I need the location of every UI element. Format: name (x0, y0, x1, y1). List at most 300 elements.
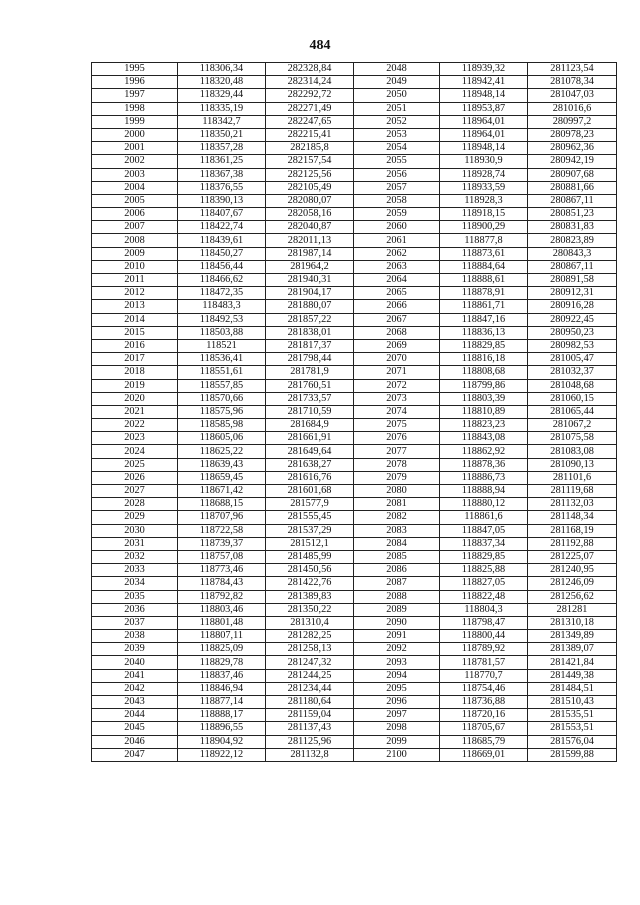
table-row (92, 577, 617, 590)
table-row (92, 128, 617, 141)
table-row (92, 445, 617, 458)
x-coordinate-right-cell: 118827,05 (440, 577, 528, 590)
point-number-right-cell: 2073 (354, 392, 440, 405)
point-number-right-cell: 2069 (354, 339, 440, 352)
y-coordinate-right-cell: 281090,13 (528, 458, 617, 471)
x-coordinate-left-cell: 118784,43 (178, 577, 266, 590)
point-number-right-cell: 2068 (354, 326, 440, 339)
point-number-left-cell: 2044 (92, 709, 178, 722)
y-coordinate-left-cell: 281798,44 (266, 353, 354, 366)
point-number-left-cell: 2031 (92, 537, 178, 550)
table-row (92, 722, 617, 735)
point-number-left-cell: 2003 (92, 168, 178, 181)
y-coordinate-left-cell: 281987,14 (266, 247, 354, 260)
x-coordinate-right-cell: 118948,14 (440, 142, 528, 155)
table-row (92, 234, 617, 247)
x-coordinate-right-cell: 118861,6 (440, 511, 528, 524)
table-row (92, 392, 617, 405)
table-row (92, 300, 617, 313)
x-coordinate-right-cell: 118810,89 (440, 405, 528, 418)
y-coordinate-right-cell: 281310,18 (528, 616, 617, 629)
point-number-left-cell: 2000 (92, 128, 178, 141)
x-coordinate-right-cell: 118789,92 (440, 643, 528, 656)
point-number-left-cell: 2010 (92, 260, 178, 273)
x-coordinate-right-cell: 118930,9 (440, 155, 528, 168)
y-coordinate-right-cell: 280916,28 (528, 300, 617, 313)
x-coordinate-right-cell: 118847,05 (440, 524, 528, 537)
table-row (92, 748, 617, 761)
table-row (92, 194, 617, 207)
table-row (92, 630, 617, 643)
x-coordinate-right-cell: 118880,12 (440, 498, 528, 511)
x-coordinate-left-cell: 118825,09 (178, 643, 266, 656)
y-coordinate-left-cell: 281940,31 (266, 274, 354, 287)
point-number-right-cell: 2079 (354, 471, 440, 484)
point-number-left-cell: 2037 (92, 616, 178, 629)
y-coordinate-right-cell: 280851,23 (528, 208, 617, 221)
x-coordinate-left-cell: 118922,12 (178, 748, 266, 761)
x-coordinate-left-cell: 118306,34 (178, 63, 266, 76)
point-number-right-cell: 2095 (354, 682, 440, 695)
point-number-left-cell: 2016 (92, 339, 178, 352)
point-number-left-cell: 2017 (92, 353, 178, 366)
table-row (92, 564, 617, 577)
y-coordinate-right-cell: 280962,36 (528, 142, 617, 155)
y-coordinate-left-cell: 281661,91 (266, 432, 354, 445)
table-row (92, 353, 617, 366)
y-coordinate-right-cell: 281246,09 (528, 577, 617, 590)
x-coordinate-left-cell: 118803,46 (178, 603, 266, 616)
x-coordinate-right-cell: 118877,8 (440, 234, 528, 247)
point-number-left-cell: 2035 (92, 590, 178, 603)
y-coordinate-right-cell: 280823,89 (528, 234, 617, 247)
x-coordinate-left-cell: 118483,3 (178, 300, 266, 313)
y-coordinate-right-cell: 281065,44 (528, 405, 617, 418)
point-number-right-cell: 2076 (354, 432, 440, 445)
y-coordinate-left-cell: 281234,44 (266, 682, 354, 695)
y-coordinate-left-cell: 281485,99 (266, 550, 354, 563)
point-number-left-cell: 1995 (92, 63, 178, 76)
y-coordinate-left-cell: 281838,01 (266, 326, 354, 339)
x-coordinate-right-cell: 118847,16 (440, 313, 528, 326)
x-coordinate-right-cell: 118669,01 (440, 748, 528, 761)
point-number-left-cell: 2034 (92, 577, 178, 590)
y-coordinate-right-cell: 281101,6 (528, 471, 617, 484)
point-number-left-cell: 2019 (92, 379, 178, 392)
table-row (92, 247, 617, 260)
point-number-right-cell: 2087 (354, 577, 440, 590)
x-coordinate-left-cell: 118773,46 (178, 564, 266, 577)
y-coordinate-right-cell: 281599,88 (528, 748, 617, 761)
point-number-left-cell: 2011 (92, 274, 178, 287)
table-row (92, 89, 617, 102)
y-coordinate-right-cell: 281484,51 (528, 682, 617, 695)
y-coordinate-left-cell: 281684,9 (266, 419, 354, 432)
y-coordinate-left-cell: 281537,29 (266, 524, 354, 537)
x-coordinate-left-cell: 118829,78 (178, 656, 266, 669)
x-coordinate-left-cell: 118707,96 (178, 511, 266, 524)
x-coordinate-right-cell: 118804,3 (440, 603, 528, 616)
y-coordinate-right-cell: 280978,23 (528, 128, 617, 141)
y-coordinate-right-cell: 281048,68 (528, 379, 617, 392)
table-row (92, 603, 617, 616)
point-number-right-cell: 2072 (354, 379, 440, 392)
point-number-left-cell: 2002 (92, 155, 178, 168)
x-coordinate-right-cell: 118862,92 (440, 445, 528, 458)
point-number-left-cell: 2008 (92, 234, 178, 247)
point-number-left-cell: 2041 (92, 669, 178, 682)
point-number-left-cell: 2046 (92, 735, 178, 748)
x-coordinate-left-cell: 118896,55 (178, 722, 266, 735)
y-coordinate-left-cell: 281601,68 (266, 485, 354, 498)
point-number-left-cell: 2026 (92, 471, 178, 484)
point-number-left-cell: 2027 (92, 485, 178, 498)
y-coordinate-right-cell: 281123,54 (528, 63, 617, 76)
x-coordinate-right-cell: 118799,86 (440, 379, 528, 392)
x-coordinate-left-cell: 118361,25 (178, 155, 266, 168)
x-coordinate-right-cell: 118884,64 (440, 260, 528, 273)
point-number-left-cell: 2045 (92, 722, 178, 735)
point-number-left-cell: 2006 (92, 208, 178, 221)
coordinate-table (91, 62, 617, 762)
point-number-right-cell: 2097 (354, 709, 440, 722)
x-coordinate-left-cell: 118536,41 (178, 353, 266, 366)
y-coordinate-left-cell: 281282,25 (266, 630, 354, 643)
point-number-left-cell: 2030 (92, 524, 178, 537)
x-coordinate-right-cell: 118798,47 (440, 616, 528, 629)
y-coordinate-left-cell: 281310,4 (266, 616, 354, 629)
y-coordinate-left-cell: 282271,49 (266, 102, 354, 115)
point-number-left-cell: 2042 (92, 682, 178, 695)
y-coordinate-right-cell: 281240,95 (528, 564, 617, 577)
point-number-right-cell: 2058 (354, 194, 440, 207)
y-coordinate-left-cell: 281258,13 (266, 643, 354, 656)
y-coordinate-right-cell: 281389,07 (528, 643, 617, 656)
point-number-right-cell: 2094 (354, 669, 440, 682)
table-row (92, 63, 617, 76)
table-row (92, 260, 617, 273)
point-number-left-cell: 2018 (92, 366, 178, 379)
point-number-right-cell: 2086 (354, 564, 440, 577)
point-number-right-cell: 2096 (354, 696, 440, 709)
point-number-left-cell: 2015 (92, 326, 178, 339)
x-coordinate-left-cell: 118407,67 (178, 208, 266, 221)
y-coordinate-left-cell: 282314,24 (266, 76, 354, 89)
y-coordinate-right-cell: 281281 (528, 603, 617, 616)
y-coordinate-right-cell: 281349,89 (528, 630, 617, 643)
point-number-left-cell: 2043 (92, 696, 178, 709)
y-coordinate-right-cell: 281078,34 (528, 76, 617, 89)
point-number-right-cell: 2078 (354, 458, 440, 471)
x-coordinate-left-cell: 118551,61 (178, 366, 266, 379)
y-coordinate-left-cell: 282215,41 (266, 128, 354, 141)
point-number-left-cell: 2005 (92, 194, 178, 207)
point-number-right-cell: 2063 (354, 260, 440, 273)
y-coordinate-right-cell: 281119,68 (528, 485, 617, 498)
x-coordinate-right-cell: 118720,16 (440, 709, 528, 722)
point-number-left-cell: 2023 (92, 432, 178, 445)
y-coordinate-left-cell: 281616,76 (266, 471, 354, 484)
table-row (92, 498, 617, 511)
y-coordinate-left-cell: 281180,64 (266, 696, 354, 709)
table-row (92, 181, 617, 194)
x-coordinate-right-cell: 118888,94 (440, 485, 528, 498)
y-coordinate-left-cell: 282292,72 (266, 89, 354, 102)
point-number-left-cell: 2038 (92, 630, 178, 643)
point-number-right-cell: 2065 (354, 287, 440, 300)
point-number-right-cell: 2054 (354, 142, 440, 155)
x-coordinate-left-cell: 118422,74 (178, 221, 266, 234)
y-coordinate-left-cell: 281512,1 (266, 537, 354, 550)
x-coordinate-left-cell: 118329,44 (178, 89, 266, 102)
x-coordinate-right-cell: 118781,57 (440, 656, 528, 669)
x-coordinate-right-cell: 118886,73 (440, 471, 528, 484)
y-coordinate-left-cell: 281760,51 (266, 379, 354, 392)
y-coordinate-right-cell: 281083,08 (528, 445, 617, 458)
y-coordinate-left-cell: 281389,83 (266, 590, 354, 603)
table-row (92, 656, 617, 669)
table-row (92, 168, 617, 181)
point-number-left-cell: 2033 (92, 564, 178, 577)
table-row (92, 313, 617, 326)
table-row (92, 643, 617, 656)
y-coordinate-right-cell: 281449,38 (528, 669, 617, 682)
y-coordinate-left-cell: 281638,27 (266, 458, 354, 471)
point-number-right-cell: 2053 (354, 128, 440, 141)
point-number-left-cell: 2001 (92, 142, 178, 155)
y-coordinate-left-cell: 281817,37 (266, 339, 354, 352)
y-coordinate-left-cell: 282185,8 (266, 142, 354, 155)
y-coordinate-right-cell: 280891,58 (528, 274, 617, 287)
page-number: 484 (309, 38, 331, 53)
x-coordinate-left-cell: 118492,53 (178, 313, 266, 326)
point-number-right-cell: 2098 (354, 722, 440, 735)
x-coordinate-right-cell: 118964,01 (440, 128, 528, 141)
table-row (92, 537, 617, 550)
x-coordinate-left-cell: 118722,58 (178, 524, 266, 537)
point-number-left-cell: 1997 (92, 89, 178, 102)
point-number-right-cell: 2088 (354, 590, 440, 603)
x-coordinate-left-cell: 118456,44 (178, 260, 266, 273)
y-coordinate-left-cell: 281964,2 (266, 260, 354, 273)
point-number-left-cell: 2004 (92, 181, 178, 194)
x-coordinate-left-cell: 118472,35 (178, 287, 266, 300)
table-row (92, 366, 617, 379)
x-coordinate-right-cell: 118770,7 (440, 669, 528, 682)
table-row (92, 471, 617, 484)
point-number-left-cell: 2020 (92, 392, 178, 405)
y-coordinate-right-cell: 280997,2 (528, 115, 617, 128)
x-coordinate-left-cell: 118792,82 (178, 590, 266, 603)
table-row (92, 709, 617, 722)
x-coordinate-left-cell: 118367,38 (178, 168, 266, 181)
y-coordinate-right-cell: 281047,03 (528, 89, 617, 102)
table-row (92, 339, 617, 352)
point-number-left-cell: 2040 (92, 656, 178, 669)
point-number-left-cell: 2013 (92, 300, 178, 313)
x-coordinate-right-cell: 118822,48 (440, 590, 528, 603)
x-coordinate-right-cell: 118900,29 (440, 221, 528, 234)
x-coordinate-left-cell: 118877,14 (178, 696, 266, 709)
y-coordinate-left-cell: 282157,54 (266, 155, 354, 168)
y-coordinate-left-cell: 281649,64 (266, 445, 354, 458)
table-row (92, 221, 617, 234)
point-number-right-cell: 2093 (354, 656, 440, 669)
table-row (92, 379, 617, 392)
x-coordinate-left-cell: 118801,48 (178, 616, 266, 629)
y-coordinate-right-cell: 281576,04 (528, 735, 617, 748)
x-coordinate-left-cell: 118625,22 (178, 445, 266, 458)
table-row (92, 458, 617, 471)
y-coordinate-left-cell: 281733,57 (266, 392, 354, 405)
point-number-right-cell: 2084 (354, 537, 440, 550)
point-number-right-cell: 2089 (354, 603, 440, 616)
table-row (92, 524, 617, 537)
x-coordinate-right-cell: 118823,23 (440, 419, 528, 432)
y-coordinate-left-cell: 282058,16 (266, 208, 354, 221)
x-coordinate-right-cell: 118918,15 (440, 208, 528, 221)
point-number-right-cell: 2082 (354, 511, 440, 524)
y-coordinate-right-cell: 280881,66 (528, 181, 617, 194)
x-coordinate-right-cell: 118873,61 (440, 247, 528, 260)
x-coordinate-left-cell: 118846,94 (178, 682, 266, 695)
table-row (92, 115, 617, 128)
point-number-right-cell: 2067 (354, 313, 440, 326)
x-coordinate-left-cell: 118904,92 (178, 735, 266, 748)
y-coordinate-right-cell: 281421,84 (528, 656, 617, 669)
x-coordinate-left-cell: 118376,55 (178, 181, 266, 194)
y-coordinate-left-cell: 282247,65 (266, 115, 354, 128)
y-coordinate-right-cell: 281510,43 (528, 696, 617, 709)
table-row (92, 735, 617, 748)
y-coordinate-right-cell: 281535,51 (528, 709, 617, 722)
x-coordinate-right-cell: 118685,79 (440, 735, 528, 748)
x-coordinate-right-cell: 118754,46 (440, 682, 528, 695)
y-coordinate-right-cell: 281032,37 (528, 366, 617, 379)
point-number-left-cell: 2007 (92, 221, 178, 234)
point-number-right-cell: 2059 (354, 208, 440, 221)
x-coordinate-right-cell: 118878,36 (440, 458, 528, 471)
y-coordinate-left-cell: 281710,59 (266, 405, 354, 418)
x-coordinate-right-cell: 118829,85 (440, 339, 528, 352)
y-coordinate-right-cell: 281256,62 (528, 590, 617, 603)
y-coordinate-left-cell: 281244,25 (266, 669, 354, 682)
y-coordinate-right-cell: 280912,31 (528, 287, 617, 300)
x-coordinate-left-cell: 118585,98 (178, 419, 266, 432)
x-coordinate-right-cell: 118829,85 (440, 550, 528, 563)
y-coordinate-left-cell: 281132,8 (266, 748, 354, 761)
x-coordinate-right-cell: 118816,18 (440, 353, 528, 366)
x-coordinate-left-cell: 118350,21 (178, 128, 266, 141)
table-body (92, 63, 617, 762)
y-coordinate-left-cell: 281577,9 (266, 498, 354, 511)
point-number-right-cell: 2077 (354, 445, 440, 458)
y-coordinate-left-cell: 281350,22 (266, 603, 354, 616)
x-coordinate-right-cell: 118928,3 (440, 194, 528, 207)
x-coordinate-right-cell: 118843,08 (440, 432, 528, 445)
table-row (92, 287, 617, 300)
point-number-left-cell: 2012 (92, 287, 178, 300)
point-number-right-cell: 2066 (354, 300, 440, 313)
table-row (92, 326, 617, 339)
x-coordinate-left-cell: 118757,08 (178, 550, 266, 563)
x-coordinate-left-cell: 118390,13 (178, 194, 266, 207)
table-row (92, 511, 617, 524)
x-coordinate-right-cell: 118800,44 (440, 630, 528, 643)
y-coordinate-right-cell: 281192,88 (528, 537, 617, 550)
x-coordinate-right-cell: 118825,88 (440, 564, 528, 577)
point-number-left-cell: 2028 (92, 498, 178, 511)
table-row (92, 696, 617, 709)
point-number-left-cell: 2022 (92, 419, 178, 432)
point-number-left-cell: 2021 (92, 405, 178, 418)
x-coordinate-left-cell: 118570,66 (178, 392, 266, 405)
point-number-right-cell: 2056 (354, 168, 440, 181)
x-coordinate-left-cell: 118521 (178, 339, 266, 352)
x-coordinate-right-cell: 118808,68 (440, 366, 528, 379)
x-coordinate-right-cell: 118964,01 (440, 115, 528, 128)
y-coordinate-right-cell: 280982,53 (528, 339, 617, 352)
x-coordinate-left-cell: 118450,27 (178, 247, 266, 260)
x-coordinate-right-cell: 118928,74 (440, 168, 528, 181)
point-number-right-cell: 2057 (354, 181, 440, 194)
y-coordinate-left-cell: 281422,76 (266, 577, 354, 590)
point-number-left-cell: 2032 (92, 550, 178, 563)
y-coordinate-right-cell: 281060,15 (528, 392, 617, 405)
x-coordinate-left-cell: 118605,06 (178, 432, 266, 445)
x-coordinate-left-cell: 118439,61 (178, 234, 266, 247)
table-row (92, 682, 617, 695)
point-number-right-cell: 2055 (354, 155, 440, 168)
y-coordinate-left-cell: 282040,87 (266, 221, 354, 234)
point-number-right-cell: 2051 (354, 102, 440, 115)
y-coordinate-left-cell: 281880,07 (266, 300, 354, 313)
point-number-right-cell: 2090 (354, 616, 440, 629)
y-coordinate-right-cell: 281168,19 (528, 524, 617, 537)
x-coordinate-left-cell: 118575,96 (178, 405, 266, 418)
table-row (92, 208, 617, 221)
x-coordinate-right-cell: 118888,61 (440, 274, 528, 287)
y-coordinate-right-cell: 281148,34 (528, 511, 617, 524)
table-row (92, 274, 617, 287)
table-row (92, 155, 617, 168)
x-coordinate-right-cell: 118705,67 (440, 722, 528, 735)
x-coordinate-right-cell: 118942,41 (440, 76, 528, 89)
x-coordinate-left-cell: 118335,19 (178, 102, 266, 115)
table-row (92, 142, 617, 155)
x-coordinate-right-cell: 118933,59 (440, 181, 528, 194)
y-coordinate-right-cell: 280867,11 (528, 260, 617, 273)
y-coordinate-right-cell: 280942,19 (528, 155, 617, 168)
point-number-left-cell: 2009 (92, 247, 178, 260)
table-row (92, 590, 617, 603)
y-coordinate-right-cell: 280907,68 (528, 168, 617, 181)
y-coordinate-right-cell: 280950,23 (528, 326, 617, 339)
y-coordinate-right-cell: 281132,03 (528, 498, 617, 511)
y-coordinate-right-cell: 281225,07 (528, 550, 617, 563)
table-row (92, 485, 617, 498)
x-coordinate-left-cell: 118837,46 (178, 669, 266, 682)
point-number-right-cell: 2074 (354, 405, 440, 418)
point-number-right-cell: 2092 (354, 643, 440, 656)
x-coordinate-right-cell: 118948,14 (440, 89, 528, 102)
point-number-right-cell: 2071 (354, 366, 440, 379)
point-number-right-cell: 2052 (354, 115, 440, 128)
y-coordinate-left-cell: 281781,9 (266, 366, 354, 379)
x-coordinate-right-cell: 118836,13 (440, 326, 528, 339)
table-row (92, 669, 617, 682)
y-coordinate-right-cell: 281016,6 (528, 102, 617, 115)
